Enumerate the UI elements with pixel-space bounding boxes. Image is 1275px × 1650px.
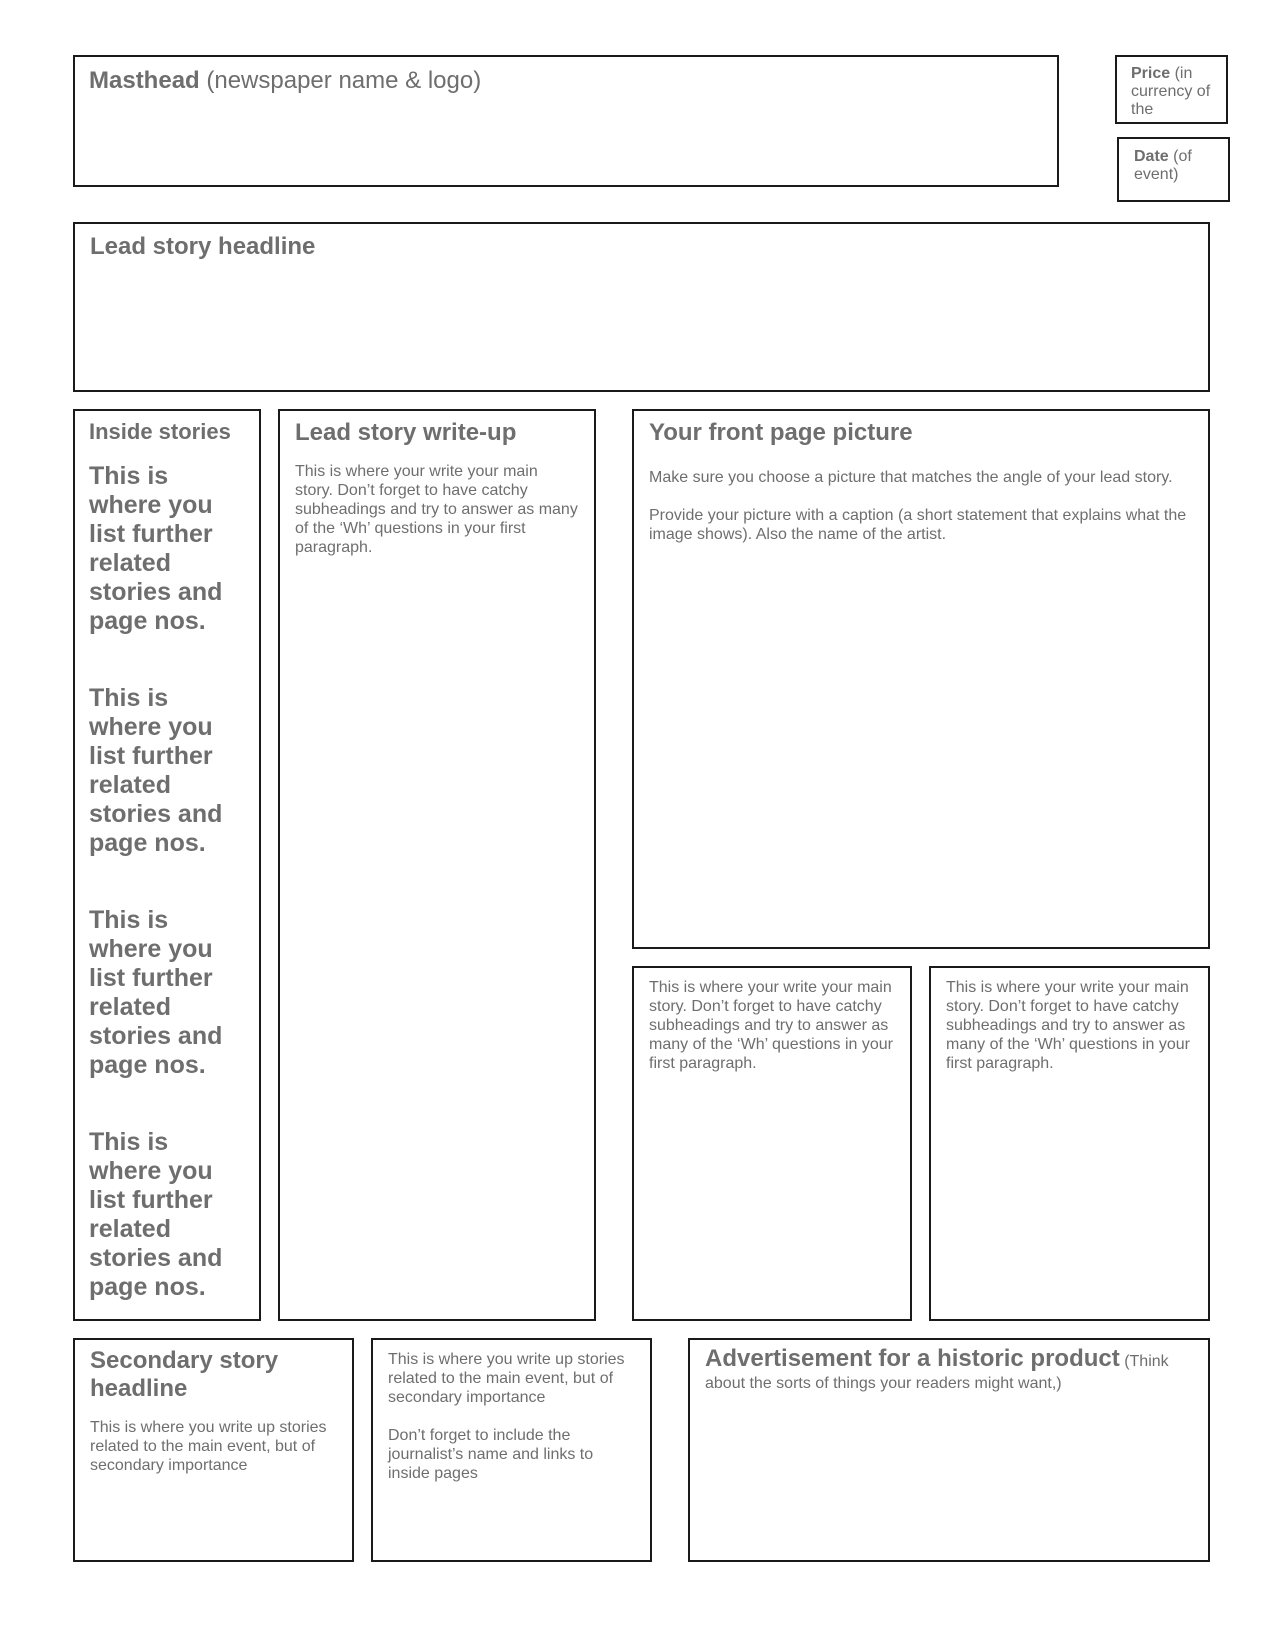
secondary-story-body: This is where you write up stories related to the main event, but of secondary importance: [90, 1419, 327, 1474]
masthead-label: [89, 67, 1043, 95]
price-box: [1115, 55, 1228, 124]
front-picture-caption-note: Provide your picture with a caption (a short statement that explains what the image shows). Also the name of the artist.: [649, 507, 1187, 543]
advertisement-title: Advertisement for a historic product: [705, 1345, 1120, 1372]
inside-story-item: This is where you list further related stories and page nos.: [89, 684, 223, 857]
date-box: [1117, 137, 1230, 202]
secondary-more-body: This is where you write up stories related to the main event, but of secondary importance: [388, 1351, 625, 1406]
secondary-story-box: [73, 1338, 354, 1562]
secondary-more-box: [371, 1338, 652, 1562]
story-box-right: [929, 966, 1210, 1321]
advertisement-box: [688, 1338, 1210, 1562]
secondary-more-note: Don’t forget to include the journalist’s name and links to inside pages: [388, 1427, 594, 1482]
story-right-body: This is where your write your main story. Don’t forget to have catchy subheadings and try to answer as many of the ‘Wh’ questions in your first paragraph.: [946, 979, 1190, 1072]
lead-headline-box: [73, 222, 1210, 392]
inside-story-item: This is where you list further related stories and page nos.: [89, 906, 223, 1079]
inside-story-item: This is where you list further related stories and page nos.: [89, 1128, 223, 1301]
masthead-box: [73, 55, 1059, 187]
inside-stories-box: [73, 409, 261, 1321]
front-picture-title: Your front page picture: [649, 419, 913, 446]
date-subtitle: (of event): [1134, 148, 1192, 183]
price-subtitle: (in currency of the: [1131, 65, 1211, 118]
front-picture-instructions: Make sure you choose a picture that matches the angle of your lead story.: [649, 469, 1173, 486]
masthead-title: Masthead: [89, 67, 200, 94]
secondary-story-title: Secondary story headline: [90, 1347, 279, 1402]
lead-writeup-body: This is where your write your main story. Don’t forget to have catchy subheadings and try to answer as many of the ‘Wh’ questions in your first paragraph.: [295, 463, 578, 556]
date-label: [1134, 148, 1213, 184]
lead-writeup-title: Lead story write-up: [295, 419, 517, 446]
lead-writeup-box: [278, 409, 596, 1321]
price-title: Price: [1131, 65, 1171, 82]
inside-stories-title: Inside stories: [89, 419, 231, 444]
date-title: Date: [1134, 148, 1169, 165]
price-label: [1131, 65, 1212, 119]
story-left-body: This is where your write your main story. Don’t forget to have catchy subheadings and try to answer as many of the ‘Wh’ questions in your first paragraph.: [649, 979, 893, 1072]
masthead-subtitle: (newspaper name & logo): [199, 67, 482, 94]
advertisement-subtitle: (Think about the sorts of things your readers might want,): [705, 1353, 1169, 1392]
advertisement-label: [705, 1345, 1193, 1395]
lead-headline-title: Lead story headline: [90, 233, 316, 260]
story-box-left: [632, 966, 912, 1321]
front-picture-box: [632, 409, 1210, 949]
inside-story-item: This is where you list further related stories and page nos.: [89, 462, 223, 635]
